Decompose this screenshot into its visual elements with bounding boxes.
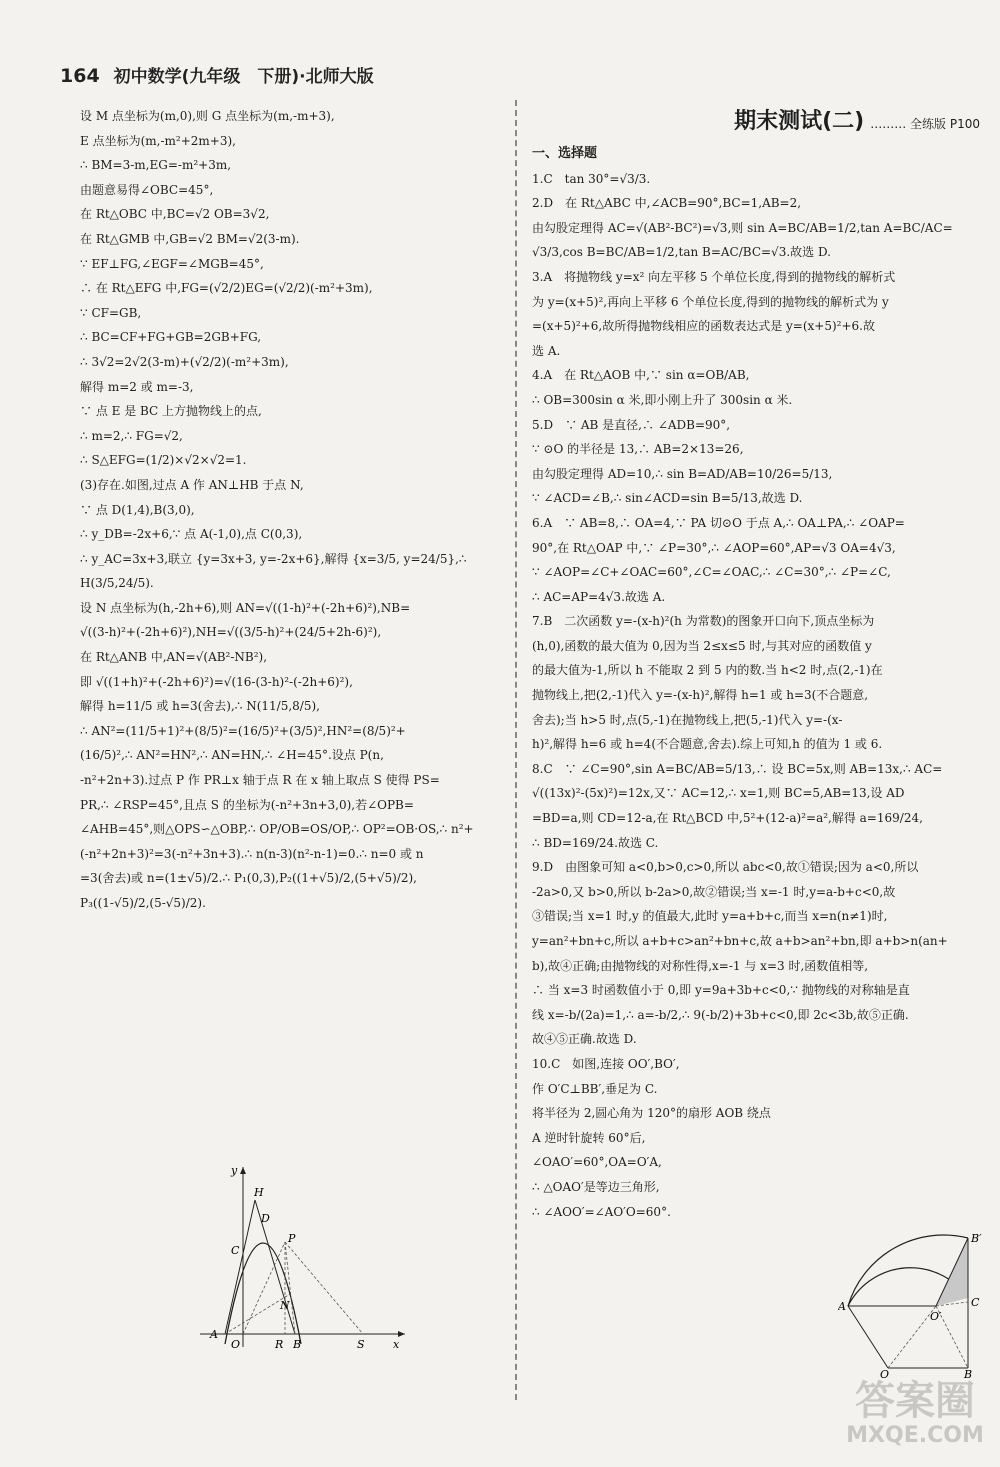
- label-o-prime: O′: [930, 1310, 942, 1323]
- answer-line: ∵ ⊙O 的半径是 13,∴ AB=2×13=26,: [532, 442, 744, 457]
- text-line: 在 Rt△GMB 中,GB=√2 BM=√2(3-m).: [80, 231, 300, 246]
- text-line: 在 Rt△ANB 中,AN=√(AB²-NB²),: [80, 650, 268, 665]
- text-line: ∴ BC=CF+FG+GB=2GB+FG,: [80, 330, 262, 345]
- text-line: ∵ 点 E 是 BC 上方抛物线上的点,: [80, 404, 262, 419]
- text-line: ∴ BM=3-m,EG=-m²+3m,: [80, 158, 232, 173]
- text-line: (3)存在.如图,过点 A 作 AN⊥HB 于点 N,: [80, 477, 304, 492]
- answer-line: 1.C tan 30°=√3/3.: [532, 171, 651, 186]
- watermark-text: 答案圈: [855, 1378, 975, 1424]
- answer-line: ∴ OB=300sin α 米,即小刚上升了 300sin α 米.: [532, 392, 793, 407]
- answer-line: (h,0),函数的最大值为 0,因为当 2≤x≤5 时,与其对应的函数值 y: [532, 638, 872, 653]
- answer-line: 8.C ∵ ∠C=90°,sin A=BC/AB=5/13,∴ 设 BC=5x,则 AB=13x,∴ AC=: [532, 761, 943, 776]
- text-line: ∴ S△EFG=(1/2)×√2×√2=1.: [80, 453, 247, 468]
- x-axis-arrow: [398, 1331, 405, 1337]
- label-o-right: O: [880, 1368, 890, 1378]
- text-line: ∴ y_AC=3x+3,联立 {y=3x+3, y=-2x+6},解得 {x=3/5, y=24/5},∴ H(3/5,24/5).: [80, 551, 471, 591]
- answer-line: -2a>0,又 b>0,所以 b-2a>0,故②错误;当 x=-1 时,y=a-b+c<0,故: [532, 884, 896, 899]
- answer-line: 由勾股定理得 AD=10,∴ sin B=AD/AB=10/26=5/13,: [532, 466, 833, 481]
- answer-line: 3.A 将抛物线 y=x² 向左平移 5 个单位长度,得到的抛物线的解析式: [532, 269, 896, 284]
- answer-line: ∠OAO′=60°,OA=O′A,: [532, 1155, 662, 1170]
- label-o: O: [231, 1338, 241, 1350]
- text-line: E 点坐标为(m,-m²+2m+3),: [80, 133, 236, 148]
- text-line: ∵ CF=GB,: [80, 305, 142, 320]
- label-y: y: [231, 1164, 238, 1177]
- text-line: ∴ m=2,∴ FG=√2,: [80, 428, 183, 443]
- answer-line: 由勾股定理得 AC=√(AB²-BC²)=√3,则 sin A=BC/AB=1/2,tan A=BC/AC=: [532, 220, 953, 235]
- sector-figure: [838, 1228, 988, 1378]
- text-line: √((3-h)²+(-2h+6)²),NH=√((3/5-h)²+(24/5+2h-6)²),: [80, 625, 382, 640]
- answer-line: 线 x=-b/(2a)=1,∴ a=-b/2,∴ 9(-b/2)+3b+c<0,即 2c<3b,故⑤正确.: [532, 1007, 909, 1022]
- answer-line: h)²,解得 h=6 或 h=4(不合题意,舍去).综上可知,h 的值为 1 或 6.: [532, 737, 883, 752]
- label-c-right: C: [971, 1296, 980, 1309]
- text-line: 由题意易得∠OBC=45°,: [80, 182, 214, 197]
- label-a-right: A: [838, 1300, 846, 1313]
- answer-line: =(x+5)²+6,故所得抛物线相应的函数表达式是 y=(x+5)²+6.故: [532, 319, 875, 334]
- answer-line: A 逆时针旋转 60°后,: [532, 1130, 646, 1145]
- text-line: 解得 h=11/5 或 h=3(舍去),∴ N(11/5,8/5),: [80, 699, 320, 714]
- label-d: D: [261, 1212, 270, 1225]
- sub-title: 一、选择题: [532, 146, 598, 161]
- section-ref: ……… 全练版 P100: [870, 117, 980, 131]
- answer-line: 6.A ∵ AB=8,∴ OA=4,∵ PA 切⊙O 于点 A,∴ OA⊥PA,∴ ∠OAP=: [532, 515, 905, 530]
- answer-line: √((13x)²-(5x)²)=12x,又∵ AC=12,∴ x=1,则 BC=5,AB=13,设 AD: [532, 786, 905, 801]
- answer-line: ∴ ∠AOO′=∠AO′O=60°.: [532, 1204, 671, 1219]
- text-line: 设 M 点坐标为(m,0),则 G 点坐标为(m,-m+3),: [80, 109, 335, 123]
- watermark-url: MXQE.COM: [846, 1423, 984, 1448]
- text-line: ∴ y_DB=-2x+6,∵ 点 A(-1,0),点 C(0,3),: [80, 527, 303, 542]
- left-column: [80, 104, 520, 916]
- answer-line: ∴ △OAO′是等边三角形,: [532, 1179, 660, 1194]
- line-ao: [848, 1306, 888, 1368]
- answer-line: 选 A.: [532, 343, 561, 358]
- label-x: x: [393, 1338, 400, 1350]
- text-line: =3(舍去)或 n=(1±√5)/2.∴ P₁(0,3),P₂((1+√5)/2,(5+√5)/2),: [80, 871, 417, 886]
- text-line: ∴ 在 Rt△EFG 中,FG=(√2/2)EG=(√2/2)(-m²+3m),: [80, 281, 373, 296]
- text-line: (16/5)²,∴ AN²=HN²,∴ AN=HN,∴ ∠H=45°.设点 P(n,: [80, 748, 384, 763]
- text-line: ∴ 3√2=2√2(3-m)+(√2/2)(-m²+3m),: [80, 354, 289, 369]
- answer-line: 舍去);当 h>5 时,点(5,-1)在抛物线上,把(5,-1)代入 y=-(x-: [532, 712, 843, 727]
- label-n: N: [280, 1299, 290, 1312]
- answer-line: 90°,在 Rt△OAP 中,∵ ∠P=30°,∴ ∠AOP=60°,AP=√3 OA=4√3,: [532, 540, 896, 555]
- section-title-text: 期末测试(二): [734, 109, 865, 134]
- answer-line: ∴ AC=AP=4√3.故选 A.: [532, 589, 666, 604]
- answer-line: 故④⑤正确.故选 D.: [532, 1032, 637, 1047]
- answer-line: ∴ 当 x=3 时函数值小于 0,即 y=9a+3b+c<0,∵ 抛物线的对称轴是直: [532, 983, 910, 998]
- label-r: R: [275, 1338, 284, 1350]
- answer-line: √3/3,cos B=BC/AB=1/2,tan B=AC/BC=√3.故选 D.: [532, 245, 831, 260]
- text-line: ∴ AN²=(11/5+1)²+(8/5)²=(16/5)²+(3/5)²,HN²=(8/5)²+: [80, 723, 406, 738]
- label-s: S: [357, 1338, 365, 1350]
- text-line: ∵ EF⊥FG,∠EGF=∠MGB=45°,: [80, 256, 264, 271]
- answer-line: ∵ ∠AOP=∠C+∠OAC=60°,∠C=∠OAC,∴ ∠C=30°,∴ ∠P=∠C,: [532, 565, 891, 580]
- watermark: [840, 1378, 990, 1458]
- text-line: PR,∴ ∠RSP=45°,且点 S 的坐标为(-n²+3n+3,0),若∠OPB=: [80, 797, 414, 812]
- label-h: H: [254, 1186, 264, 1199]
- text-line: -n²+2n+3).过点 P 作 PR⊥x 轴于点 R 在 x 轴上取点 S 使得 PS=: [80, 773, 440, 788]
- answer-line: ∵ ∠ACD=∠B,∴ sin∠ACD=sin B=5/13,故选 D.: [532, 491, 803, 506]
- line-pb: [285, 1242, 295, 1334]
- answer-line: 抛物线上,把(2,-1)代入 y=-(x-h)²,解得 h=1 或 h=3(不合题意,: [532, 688, 869, 703]
- answer-line: ③错误;当 x=1 时,y 的值最大,此时 y=a+b+c,而当 x=n(n≠1)时,: [532, 909, 888, 924]
- label-b-prime: B′: [971, 1232, 982, 1245]
- page-number: 164: [60, 65, 100, 87]
- right-column: [532, 104, 980, 1224]
- answer-line: 将半径为 2,圆心角为 120°的扇形 AOB 绕点: [532, 1106, 771, 1121]
- label-b: B: [293, 1338, 302, 1350]
- label-c: C: [231, 1244, 240, 1257]
- answer-line: 5.D ∵ AB 是直径,∴ ∠ADB=90°,: [532, 417, 731, 432]
- page-header: [60, 62, 374, 87]
- label-p: P: [288, 1232, 296, 1245]
- label-b-right: B: [964, 1368, 973, 1378]
- answer-line: 4.A 在 Rt△AOB 中,∵ sin α=OB/AB,: [532, 368, 750, 383]
- answer-line: 的最大值为-1,所以 h 不能取 2 到 5 内的数.当 h<2 时,点(2,-1)在: [532, 663, 883, 678]
- answer-line: 9.D 由图象可知 a<0,b>0,c>0,所以 abc<0,故①错误;因为 a<0,所以: [532, 860, 919, 875]
- text-line: 在 Rt△OBC 中,BC=√2 OB=3√2,: [80, 207, 270, 222]
- line-oo1: [888, 1306, 936, 1368]
- answer-line: 10.C 如图,连接 OO′,BO′,: [532, 1056, 680, 1071]
- answer-line: 作 O′C⊥BB′,垂足为 C.: [532, 1081, 658, 1096]
- section-title: [532, 104, 980, 142]
- text-line: 设 N 点坐标为(h,-2h+6),则 AN=√((1-h)²+(-2h+6)²),NB=: [80, 600, 411, 615]
- text-line: 解得 m=2 或 m=-3,: [80, 379, 194, 394]
- answer-lines: [532, 167, 980, 1225]
- book-title: 初中数学(九年级 下册)·北师大版: [113, 67, 374, 87]
- text-line: ∵ 点 D(1,4),B(3,0),: [80, 502, 195, 517]
- answer-line: 为 y=(x+5)²,再向上平移 6 个单位长度,得到的抛物线的解析式为 y: [532, 294, 889, 309]
- answer-line: y=an²+bn+c,所以 a+b+c>an²+bn+c,故 a+b>an²+bn,即 a+b>n(an+: [532, 934, 948, 948]
- answer-line: 2.D 在 Rt△ABC 中,∠ACB=90°,BC=1,AB=2,: [532, 196, 802, 211]
- text-line: ∠AHB=45°,则△OPS∽△OBP,∴ OP/OB=OS/OP,∴ OP²=OB·OS,∴ n²+: [80, 822, 474, 837]
- line-ah: [225, 1200, 255, 1334]
- parabola-figure: [195, 1162, 410, 1350]
- parabola-curve: [225, 1243, 301, 1344]
- text-line: (-n²+2n+3)²=3(-n²+3n+3).∴ n(n-3)(n²-n-1)=0.∴ n=0 或 n: [80, 846, 424, 861]
- answer-line: ∴ BD=169/24.故选 C.: [532, 835, 659, 850]
- answer-line: =BD=a,则 CD=12-a,在 Rt△BCD 中,5²+(12-a)²=a²,解得 a=169/24,: [532, 811, 923, 826]
- answer-line: 7.B 二次函数 y=-(x-h)²(h 为常数)的图象开口向下,顶点坐标为: [532, 614, 875, 629]
- label-a: A: [210, 1328, 218, 1341]
- y-axis-arrow: [240, 1167, 246, 1174]
- text-line: 即 √((1+h)²+(-2h+6)²)=√(16-(3-h)²-(-2h+6)²),: [80, 674, 353, 689]
- text-line: P₃((1-√5)/2,(5-√5)/2).: [80, 896, 206, 910]
- answer-line: b),故④正确;由抛物线的对称性得,x=-1 与 x=3 时,函数值相等,: [532, 958, 869, 973]
